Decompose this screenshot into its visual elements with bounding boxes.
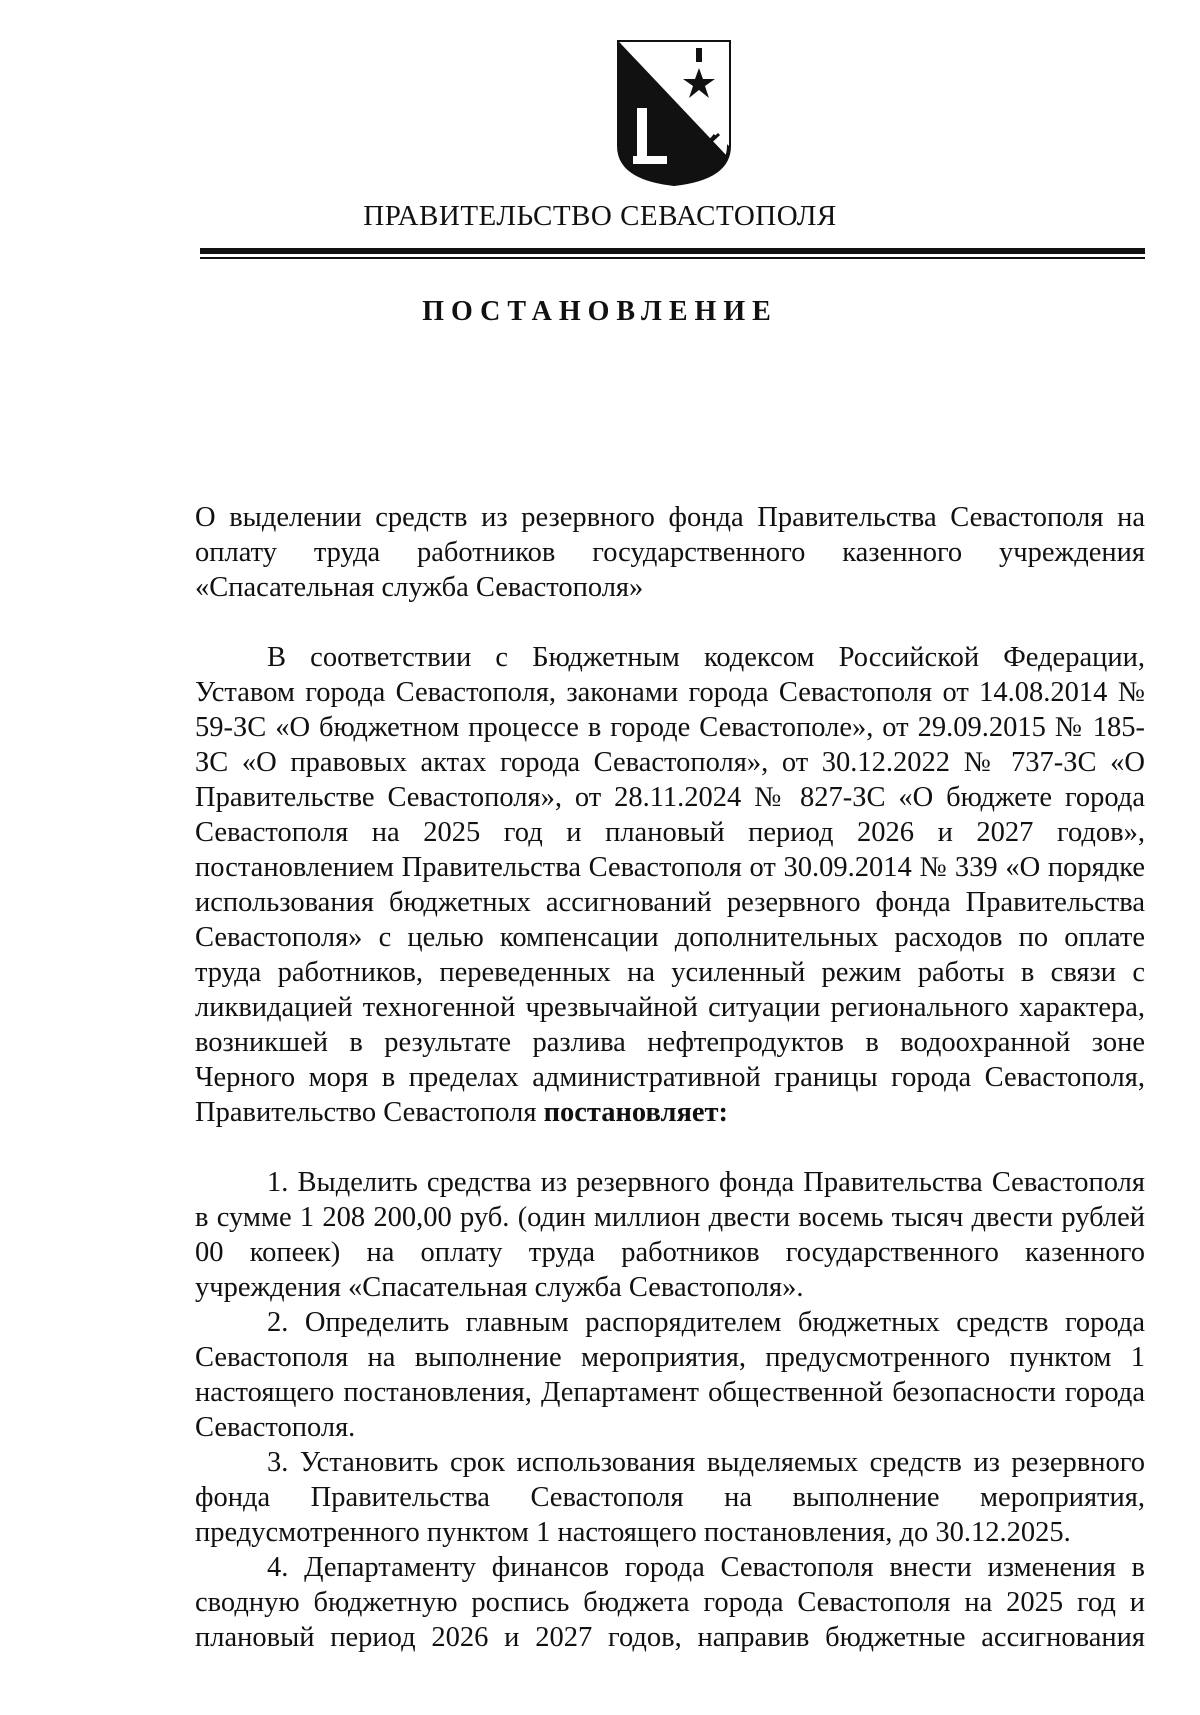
document-type-heading: ПОСТАНОВЛЕНИЕ: [422, 296, 778, 327]
resolves-word: постановляет:: [543, 1097, 729, 1128]
coat-of-arms-emblem: [615, 38, 733, 188]
resolution-item-4: 4. Департаменту финансов города Севастополя внести изменения в сводную бюджетную роспись бюджета города Севастополя на 2025 год и плановый период 2026 и 2027 годов, направив бюджетные ассигнования: [195, 1552, 1145, 1653]
document-subject: О выделении средств из резервного фонда Правительства Севастополя на оплату труда работников государственного казенного учреждения «Спасательная служба Севастополя»: [195, 502, 1145, 603]
header-divider-thick: [200, 248, 1145, 254]
header-divider-thin: [200, 257, 1145, 259]
resolution-item-2: 2. Определить главным распорядителем бюджетных средств города Севастополя на выполнение мероприятия, предусмотренного пунктом 1 настоящего постановления, Департамент общественной безопасности города Севастополя.: [195, 1307, 1145, 1443]
resolution-item-1: 1. Выделить средства из резервного фонда Правительства Севастополя в сумме 1 208 200,00 руб. (один миллион двести восемь тысяч двести рублей 00 копеек) на оплату труда работников государственного казенного учреждения «Спасательная служба Севастополя».: [195, 1167, 1145, 1303]
document-body: [195, 500, 1145, 1655]
organization-title: ПРАВИТЕЛЬСТВО СЕВАСТОПОЛЯ: [363, 200, 837, 232]
preamble-paragraph: [195, 640, 1145, 1130]
preamble-text: В соответствии с Бюджетным кодексом Российской Федерации, Уставом города Севастополя, законами города Севастополя от 14.08.2014 № 59-ЗС «О бюджетном процессе в городе Севастополе», от 29.09.2015 № 185-ЗС «О правовых актах города Севастополя», от 30.12.2022 № 737-ЗС «О Правительстве Севастополя», от 28.11.2024 № 827-ЗС «О бюджете города Севастополя на 2025 год и плановый период 2026 и 2027 годов», постановлением Правительства Севастополя от 30.09.2014 № 339 «О порядке использования бюджетных ассигнований резервного фонда Правительства Севастополя» с целью компенсации дополнительных расходов по оплате труда работников, переведенных на усиленный режим работы в связи с ликвидацией техногенной чрезвычайной ситуации регионального характера, возникшей в результате разлива нефтепродуктов в водоохранной зоне Черного моря в пределах административной границы города Севастополя, Правительство Севастополя: [195, 642, 1145, 1128]
resolution-item-3: 3. Установить срок использования выделяемых средств из резервного фонда Правительства Севастополя на выполнение мероприятия, предусмотренного пунктом 1 настоящего постановления, до 30.12.2025.: [195, 1447, 1145, 1548]
